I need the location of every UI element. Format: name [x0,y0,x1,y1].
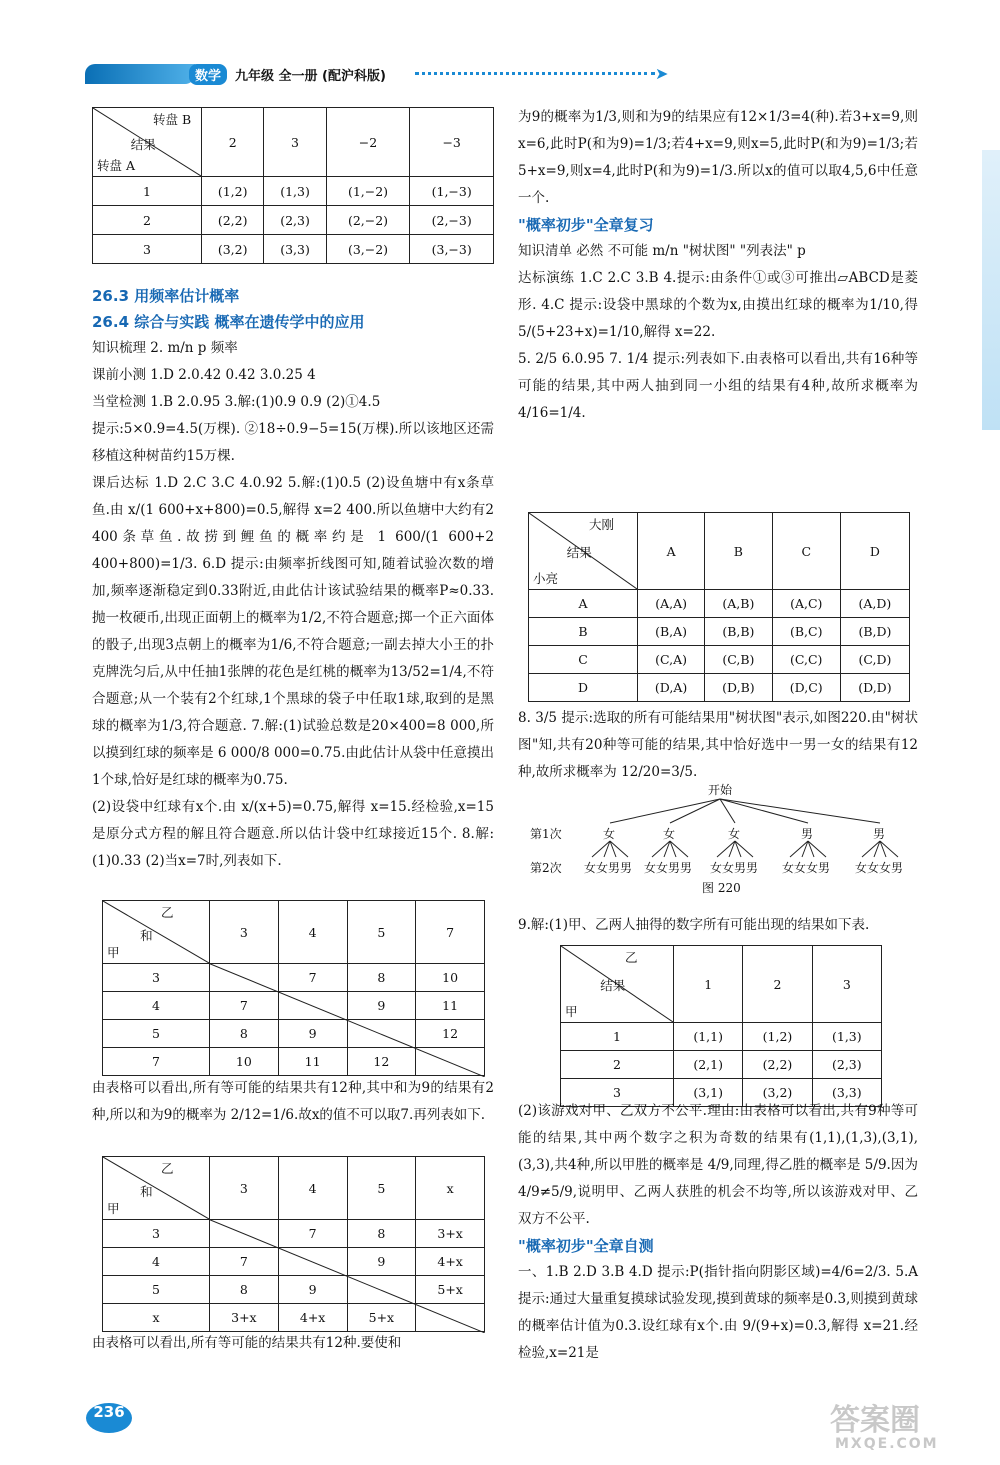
table-cell: (D,C) [772,674,840,702]
table-cell: 3+x [416,1220,485,1248]
tree-first-4: 男 [801,827,814,841]
right-column-2 [518,705,918,786]
table-cell: 5+x [416,1276,485,1304]
table-cell: (3,3) [264,235,326,264]
table-cell: (C,D) [840,646,909,674]
table-cell: (A,D) [840,590,909,618]
right-para-6: 9.解:(1)甲、乙两人抽得的数字所有可能出现的结果如下表. [518,917,870,933]
right-para-4: 5. 2/5 6.0.95 7. 1/4 提示:列表如下.由表格可以看出,共有16种等可能的结果,其中两人抽到同一小组的结果有4种,故所求概率为 4/16=1/4. [518,351,918,421]
table-spinner [92,107,494,264]
corner-mid-label: 结果 [566,545,592,561]
corner-bottom-label: 小亮 [533,571,559,586]
table-cell: (D,D) [840,674,909,702]
column-header: 3 [210,1157,279,1220]
table-corner [93,108,202,177]
table-cell: 7 [210,992,279,1020]
corner-bottom-label: 甲 [565,1004,578,1019]
watermark-logo: 答案圈 [830,1403,920,1438]
corner-top-label: 乙 [161,905,174,920]
tree-row1-label: 第1次 [530,827,562,841]
table-cell: 5+x [347,1304,416,1332]
table-cell: 4+x [278,1304,347,1332]
row-header: 2 [93,206,202,235]
table-cell: (B,A) [638,618,705,646]
table-cell: (1,2) [202,177,264,206]
table-cell: 4+x [416,1248,485,1276]
table-cell: 12 [347,1048,416,1076]
column-header: 4 [278,901,347,964]
table-cell: 9 [278,1276,347,1304]
table-row [561,1023,882,1051]
row-header: 3 [93,235,202,264]
right-column-4 [518,1098,918,1367]
table-cell: 7 [278,964,347,992]
table-cell: (1,2) [743,1023,812,1051]
right-para-2: 知识清单 必然 不可能 m/n "树状图" "列表法" p [518,243,806,259]
right-para-8: 一、1.B 2.D 3.B 4.D 提示:P(指针指向阴影区域)=4/6=2/3. 5.A 提示:通过大量重复摸球试验发现,摸到黄球的频率是0.3,则摸到黄球的概率估计值为0.3.设红球有x个.由 9/(9+x)=0.3,解得 x=21.经检验,x=21是 [518,1264,918,1361]
table-corner [103,901,210,964]
table-cell: (B,D) [840,618,909,646]
table-cell: (1,−3) [410,177,494,206]
table-cell: 8 [210,1276,279,1304]
column-header: B [705,513,772,590]
tree-second-3: 女女男男 [710,861,759,875]
column-header: 2 [202,108,264,177]
watermark-url: MXQE.COM [835,1436,939,1452]
table-cell: 11 [278,1048,347,1076]
table-cell: 8 [347,1220,416,1248]
corner-mid-label: 和 [140,927,153,943]
tree-caption: 图 220 [702,881,741,895]
column-header: 7 [416,901,485,964]
table-cell: (C,B) [705,646,772,674]
corner-top-label: 乙 [625,950,638,965]
table-cell: 9 [347,992,416,1020]
corner-top-label: 转盘 B [153,112,192,127]
table-cell: 3+x [210,1304,279,1332]
table-cell: 8 [347,964,416,992]
table-cell: (2,3) [264,206,326,235]
row-header: 3 [561,1079,674,1107]
tree-row2-label: 第2次 [530,861,562,875]
tree-diagram [530,785,920,905]
row-header: 5 [103,1276,210,1304]
left-column [92,283,494,875]
table-corner [561,946,674,1023]
table-groups [528,512,910,702]
column-header: 5 [347,901,416,964]
table-cell: (1,1) [674,1023,743,1051]
table-cell: (3,2) [202,235,264,264]
column-header: 4 [278,1157,347,1220]
table-row [93,177,494,206]
table-cell: (A,C) [772,590,840,618]
column-header: 3 [812,946,881,1023]
row-header: 7 [103,1048,210,1076]
right-para-5: 8. 3/5 提示:选取的所有可能结果用"树状图"表示,如图220.由"树状图"知,共有20种等可能的结果,其中恰好选中一男一女的结果有12种,故所求概率为 12/20=3/5. [518,710,918,780]
header-dotted-line [415,72,655,75]
table-cell: (B,C) [772,618,840,646]
left-column-2 [92,1075,494,1129]
table-cell: (3,2) [743,1079,812,1107]
corner-mid-label: 结果 [130,137,156,153]
corner-top-label: 大刚 [589,517,615,532]
corner-mid-label: 和 [140,1183,153,1199]
table-cell: 9 [347,1248,416,1276]
row-header: C [529,646,638,674]
table-cell: (3,1) [674,1079,743,1107]
corner-bottom-label: 转盘 A [97,158,136,173]
table-cell: (2,3) [812,1051,881,1079]
right-para-1: 为9的概率为1/3,则和为9的结果应有12×1/3=4(种).若3+x=9,则x=6,此时P(和为9)=1/3;若4+x=9,则x=5,此时P(和为9)=1/3;若5+x=9,则x=4,此时P(和为9)=1/3.所以x的值可以取4,5,6中任意一个. [518,109,918,206]
table-cell: (A,B) [705,590,772,618]
row-header: 1 [93,177,202,206]
tree-start: 开始 [708,783,733,797]
table-row [93,206,494,235]
corner-mid-label: 结果 [600,978,626,994]
table-cell: (D,A) [638,674,705,702]
tree-first-5: 男 [873,827,886,841]
table-cell: 7 [278,1220,347,1248]
table-cell: (1,3) [264,177,326,206]
row-header: 3 [103,1220,210,1248]
tree-second-4: 女女女男 [782,861,831,875]
header-subject: 数学 [189,64,227,85]
row-header: 2 [561,1051,674,1079]
table-cell: 10 [210,1048,279,1076]
right-para-3: 达标演练 1.C 2.C 3.B 4.提示:由条件①或③可推出▱ABCD是菱形. 4.C 提示:设袋中黑球的个数为x,由摸出红球的概率为1/10,得 5/(5+23+x)=1/10,解得 x=22. [518,270,918,340]
tree-second-2: 女女男男 [644,861,693,875]
column-header: 3 [264,108,326,177]
table-row [529,618,910,646]
row-header: 1 [561,1023,674,1051]
column-header: −3 [410,108,494,177]
table-cell: (2,2) [202,206,264,235]
table-cell: (1,−2) [326,177,410,206]
arrow-right-icon: ➤ [655,64,669,83]
section-title-review: "概率初步"全章复习 [518,216,654,234]
corner-top-label: 乙 [161,1161,174,1176]
table-cell: 9 [278,1020,347,1048]
left-para-3: 当堂检测 1.B 2.0.95 3.解:(1)0.9 0.9 (2)①4.5 [92,394,381,410]
left-column-3 [92,1330,494,1357]
table-row [529,646,910,674]
row-header: 3 [103,964,210,992]
table-cell: (2,−2) [326,206,410,235]
section-title-test: "概率初步"全章自测 [518,1237,654,1255]
column-header: D [840,513,909,590]
table-cell: (A,A) [638,590,705,618]
header-grade: 九年级 全一册 (配沪科版) [235,69,386,84]
table-cell: 11 [416,992,485,1020]
right-para-7: (2)该游戏对甲、乙双方不公平.理由:由表格可以看出,共有9种等可能的结果,其中两个数字之积为奇数的结果有(1,1),(1,3),(3,1),(3,3),共4种,所以甲胜的概率是 4/9,同理,得乙胜的概率是 5/9.因为 4/9≠5/9,说明甲、乙两人获胜的机会不均等,所以该游戏对甲、乙双方不公平. [518,1103,918,1227]
row-header: D [529,674,638,702]
left-para-4: 提示:5×0.9=4.5(万棵). ②18÷0.9−5=15(万棵).所以该地区还需移植这种树苗约15万棵. [92,421,494,464]
table-cell: (3,−3) [410,235,494,264]
right-column [518,104,918,427]
table-cell: (2,−3) [410,206,494,235]
column-header: 5 [347,1157,416,1220]
column-header: C [772,513,840,590]
side-tab [982,150,1000,430]
table-row [561,1051,882,1079]
table-products [560,945,882,1107]
table-cell: (D,B) [705,674,772,702]
row-header: B [529,618,638,646]
section-title-26-3: 26.3 用频率估计概率 [92,287,240,305]
table-corner [103,1157,210,1220]
left-para-6: (2)设袋中红球有x个.由 x/(x+5)=0.75,解得 x=15.经检验,x=15是原分式方程的解且符合题意.所以估计袋中红球接近15个. 8.解:(1)0.33 (2)当x=7时,列表如下. [92,799,494,869]
table-cell: (2,1) [674,1051,743,1079]
left-para-7: 由表格可以看出,所有等可能的结果共有12种,其中和为9的结果有2种,所以和为9的概率为 2/12=1/6.故x的值不可以取7.再列表如下. [92,1080,494,1123]
column-header: A [638,513,705,590]
corner-bottom-label: 甲 [107,945,120,960]
table-cell: (3,3) [812,1079,881,1107]
tree-first-3: 女 [728,827,741,841]
table-row [529,590,910,618]
table-cell: (2,2) [743,1051,812,1079]
column-header: 2 [743,946,812,1023]
row-header: x [103,1304,210,1332]
row-header: 5 [103,1020,210,1048]
left-para-5: 课后达标 1.D 2.C 3.C 4.0.92 5.解:(1)0.5 (2)设鱼塘中有x条草鱼.由 x/(1 600+x+800)=0.5,解得 x=2 400.所以鱼塘中大约有2 400条草鱼.故捞到鲤鱼的概率约是 1 600/(1 600+2 400+800)=1/3. 6.D 提示:由频率折线图可知,随着试验次数的增加,频率逐渐稳定到0.33附近,由此估计该试验结果的概率P≈0.33.抛一枚硬币,出现正面朝上的概率为1/2,不符合题意;掷一个正六面体的骰子,出现3点朝上的概率为1/6,不符合题意;一副去掉大小王的扑克牌洗匀后,从中任抽1张牌的花色是红桃的概率为13/52=1/4,不符合题意;从一个装有2个红球,1个黑球的袋子中任取1球,取到的是黑球的概率为1/3,符合题意. 7.解:(1)试验总数是20×400=8 000,所以摸到红球的频率是 6 000/8 000=0.75.由此估计从袋中任意摸出1个球,恰好是红球的概率为0.75. [92,475,494,788]
table-row [93,235,494,264]
section-title-26-4: 26.4 综合与实践 概率在遗传学中的应用 [92,313,365,331]
table-cell: 8 [210,1020,279,1048]
table-diagonal-line [102,963,485,1077]
corner-bottom-label: 甲 [107,1201,120,1216]
column-header: −2 [326,108,410,177]
column-header: 1 [674,946,743,1023]
tree-second-1: 女女男男 [584,861,633,875]
table-row [529,674,910,702]
tree-second-5: 女女女男 [855,861,904,875]
table-cell: (1,3) [812,1023,881,1051]
tree-first-2: 女 [663,827,676,841]
left-para-1: 知识梳理 2. m/n p 频率 [92,340,238,356]
column-header: 3 [210,901,279,964]
row-header: 4 [103,992,210,1020]
left-para-8: 由表格可以看出,所有等可能的结果共有12种.要使和 [92,1335,402,1351]
right-column-3 [518,912,918,939]
header-decoration [85,64,195,84]
table-cell: 7 [210,1248,279,1276]
table-cell: (C,C) [772,646,840,674]
row-header: A [529,590,638,618]
left-para-2: 课前小测 1.D 2.0.42 0.42 3.0.25 4 [92,367,316,383]
table-cell: (3,−2) [326,235,410,264]
table-cell: (C,A) [638,646,705,674]
table-diagonal-line [102,1219,485,1333]
tree-first-1: 女 [603,827,616,841]
page-header [85,62,675,86]
table-cell: (B,B) [705,618,772,646]
column-header: x [416,1157,485,1220]
table-cell: 12 [416,1020,485,1048]
table-cell: 10 [416,964,485,992]
page-number: 236 [86,1403,132,1433]
table-corner [529,513,638,590]
row-header: 4 [103,1248,210,1276]
